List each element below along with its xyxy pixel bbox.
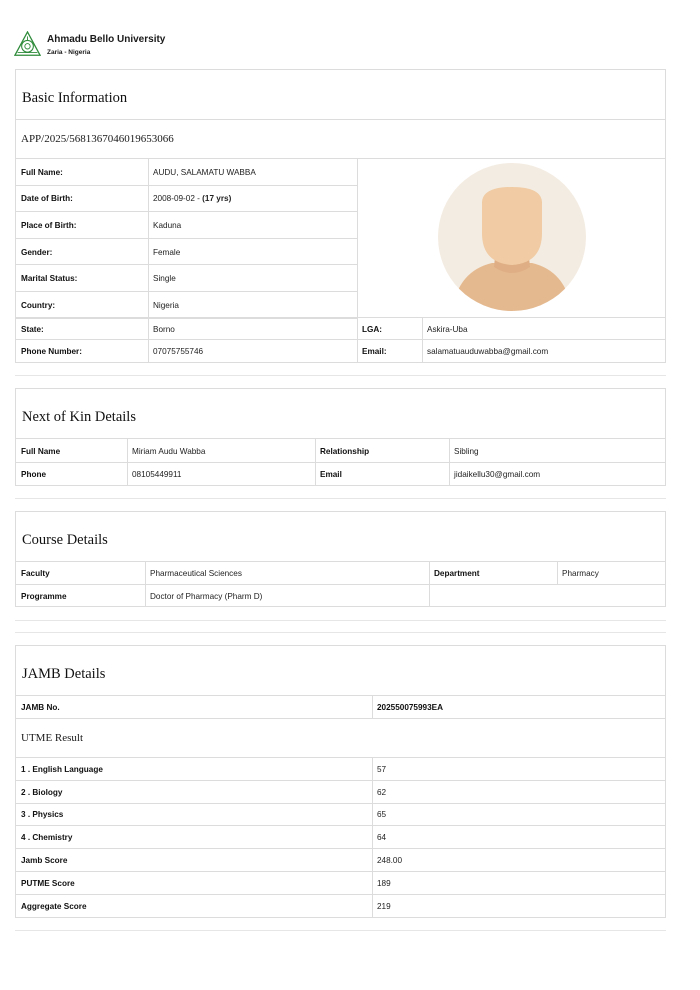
email-value: salamatuauduwabba@gmail.com: [427, 346, 549, 356]
kin-phone-value: 08105449911: [132, 469, 182, 479]
biology-label: 2 . Biology: [21, 787, 63, 797]
university-location: Zaria - Nigeria: [47, 49, 91, 56]
aggregate-score-value: 219: [377, 901, 391, 911]
gender-label: Gender:: [21, 247, 53, 257]
full-name-value-text: AUDU, SALAMATU WABBA: [153, 167, 256, 177]
age-text: (17 yrs): [202, 194, 232, 204]
english-language-label: 1 . English Language: [21, 764, 103, 774]
country-value: [148, 292, 357, 319]
full-name-value: [148, 159, 357, 186]
chemistry-value: 64: [377, 833, 387, 843]
university-logo-icon: [14, 31, 41, 58]
physics-label: 3 . Physics: [21, 810, 64, 820]
next-of-kin-card: [15, 388, 666, 486]
date-of-birth-value: [148, 186, 357, 213]
university-name: Ahmadu Bello University: [47, 34, 166, 45]
faculty-value: Pharmaceutical Sciences: [150, 568, 242, 578]
jamb-score-value: 248.00: [377, 856, 403, 866]
kin-email-value: jidaikellu30@gmail.com: [454, 469, 541, 479]
course-details-title: Course Details: [16, 512, 665, 562]
biology-value: 62: [377, 787, 387, 797]
course-details-card: [15, 511, 666, 607]
date-of-birth-value-text: 2008-09-02 -: [153, 194, 203, 204]
programme-label: Programme: [21, 591, 67, 601]
phone-number-label: Phone Number:: [21, 346, 82, 356]
jamb-details-card: [15, 645, 666, 918]
next-of-kin-title: Next of Kin Details: [16, 389, 665, 439]
department-value: Pharmacy: [562, 568, 599, 578]
marital-status-label: Marital Status:: [21, 274, 78, 284]
gender-value: [148, 239, 357, 266]
marital-status-value-text: Single: [153, 274, 176, 284]
lga-label: LGA:: [362, 324, 383, 334]
state-value: Borno: [153, 324, 175, 334]
lga-value: Askira-Uba: [427, 324, 468, 334]
physics-value: 65: [377, 810, 387, 820]
application-number-text: APP/2025/5681367046019653066: [21, 133, 174, 145]
university-header: [14, 30, 314, 60]
aggregate-score-label: Aggregate Score: [21, 901, 87, 911]
basic-information-card: [15, 69, 666, 363]
country-value-text: Nigeria: [153, 300, 179, 310]
phone-number-value: 07075755746: [153, 346, 204, 356]
place-of-birth-value: [148, 212, 357, 239]
putme-score-label: PUTME Score: [21, 878, 75, 888]
date-of-birth-label: Date of Birth:: [21, 194, 73, 204]
jamb-no-label: JAMB No.: [21, 702, 60, 712]
marital-status-value: [148, 265, 357, 292]
kin-relationship-value: Sibling: [454, 446, 479, 456]
state-label: State:: [21, 324, 44, 334]
country-label: Country:: [21, 300, 56, 310]
kin-phone-label: Phone: [21, 469, 47, 479]
gender-value-text: Female: [153, 247, 181, 257]
kin-full-name-label: Full Name: [21, 446, 61, 456]
putme-score-value: 189: [377, 878, 391, 888]
jamb-details-title: JAMB Details: [16, 646, 665, 696]
jamb-score-label: Jamb Score: [21, 856, 68, 866]
utme-result-title: UTME Result: [21, 732, 84, 744]
email-label: Email:: [362, 346, 387, 356]
place-of-birth-value-text: Kaduna: [153, 220, 182, 230]
english-language-value: 57: [377, 764, 387, 774]
full-name-label: Full Name:: [21, 167, 63, 177]
jamb-no-value: 202550075993EA: [377, 702, 444, 712]
chemistry-label: 4 . Chemistry: [21, 833, 73, 843]
basic-information-title: Basic Information: [16, 70, 665, 120]
kin-email-label: Email: [320, 469, 342, 479]
application-number: [16, 120, 665, 158]
kin-relationship-label: Relationship: [320, 446, 370, 456]
faculty-label: Faculty: [21, 568, 50, 578]
avatar: [438, 163, 586, 311]
department-label: Department: [434, 568, 480, 578]
place-of-birth-label: Place of Birth:: [21, 220, 77, 230]
kin-full-name-value: Miriam Audu Wabba: [132, 446, 206, 456]
programme-value: Doctor of Pharmacy (Pharm D): [150, 591, 263, 601]
